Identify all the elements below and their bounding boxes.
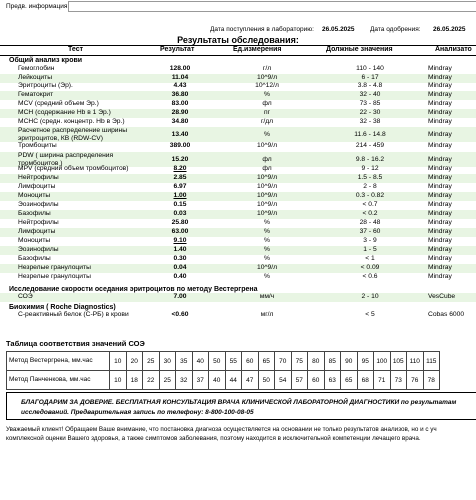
test-name: Гематокрит [18, 91, 54, 98]
test-name: MPV (средний объем тромбоцитов) [18, 165, 129, 172]
test-name: Нейтрофилы [18, 174, 59, 181]
test-unit: 10^9/л [256, 174, 278, 181]
test-unit: фл [262, 100, 272, 107]
test-norm: 32 - 40 [359, 91, 381, 98]
soe-cell: 20 [126, 352, 143, 371]
soe-cell: 80 [308, 352, 325, 371]
test-result: 83.00 [171, 100, 189, 107]
test-unit: фл [262, 165, 272, 172]
test-unit: г/л [262, 65, 272, 72]
table-row [0, 228, 476, 237]
test-unit: 10^9/л [256, 183, 278, 190]
test-result: 0.30 [173, 255, 187, 262]
soe-cell: 115 [423, 352, 440, 371]
table-row [0, 183, 476, 192]
test-result: 28.90 [171, 109, 189, 116]
table-header [0, 45, 476, 56]
approved-label: Дата одобрения: [370, 26, 421, 33]
soe-cell: 55 [225, 352, 242, 371]
soe-table-title: Таблица соответствия значений СОЭ [6, 339, 145, 348]
table-row [0, 192, 476, 201]
soe-row2-label: Метод Панченкова, мм.час [7, 371, 110, 390]
soe-cell: 25 [159, 371, 176, 390]
col-norm: Должные значения [326, 46, 393, 53]
received-date: 26.05.2025 [322, 26, 355, 33]
soe-cell: 76 [407, 371, 424, 390]
test-analyzer: Mindray [428, 264, 452, 271]
test-norm: 2 - 10 [361, 293, 379, 300]
test-analyzer: Cobas 6000 [428, 311, 465, 318]
test-result: 34.80 [171, 118, 189, 125]
soe-cell: 60 [308, 371, 325, 390]
test-unit: 10^9/л [256, 201, 278, 208]
test-norm: 32 - 38 [359, 118, 381, 125]
soe-cell: 63 [324, 371, 341, 390]
soe-cell: 35 [176, 352, 193, 371]
test-result: 11.04 [171, 74, 189, 81]
table-row [0, 201, 476, 210]
table-row [0, 65, 476, 74]
test-norm: 9 - 12 [361, 165, 379, 172]
soe-table [6, 351, 440, 390]
section-bio: Биохимия ( Roche Diagnostics) [9, 304, 116, 311]
test-norm: < 0.7 [362, 201, 378, 208]
soe-cell: 22 [143, 371, 160, 390]
test-result: 4.43 [173, 82, 187, 89]
test-name: Эозинофилы [18, 246, 59, 253]
soe-cell: 47 [242, 371, 259, 390]
soe-cell: 90 [341, 352, 358, 371]
test-result: 2.85 [173, 174, 187, 181]
section-esr: Исследование скорости оседания эритроцитов по методу Вестергрена [9, 286, 258, 293]
table-row [0, 127, 476, 142]
test-unit: % [264, 219, 270, 226]
section-cbc: Общий анализ крови [9, 57, 83, 64]
soe-cell: 57 [291, 371, 308, 390]
test-norm: 3 - 9 [363, 237, 377, 244]
col-analyzer: Анализато [435, 46, 472, 53]
soe-cell: 37 [192, 371, 209, 390]
test-norm: 214 - 459 [355, 142, 385, 149]
test-norm: < 1 [365, 255, 375, 262]
test-unit: % [264, 273, 270, 280]
test-result: 0.40 [173, 273, 187, 280]
table-row [0, 91, 476, 100]
footer-disclaimer: Уважаемый клиент! Обращаем Ваше внимание, что постановка диагноза осуществляется на основании не только результатов анализов, но и с уч комплексной оценки Вашего здоровья, а также симптомов заболевания, поэтому находится в исключительной компетенции лечащего врача. [6, 426, 437, 442]
test-name: Эритроциты (Эр). [18, 82, 73, 89]
test-norm: 3.8 - 4.8 [357, 82, 383, 89]
test-norm: 73 - 85 [359, 100, 381, 107]
test-analyzer: Mindray [428, 131, 452, 138]
table-row [0, 174, 476, 183]
test-result: 15.20 [171, 156, 189, 163]
test-result: 0.03 [173, 210, 187, 217]
table-row [0, 210, 476, 219]
table-row [0, 237, 476, 246]
test-analyzer: Mindray [428, 174, 452, 181]
test-result: 63.00 [171, 228, 189, 235]
test-norm: 6 - 17 [361, 74, 379, 81]
test-name: Нейтрофилы [18, 219, 59, 226]
test-name: MCV (средний объем Эр.) [18, 100, 99, 107]
soe-cell: 71 [374, 371, 391, 390]
test-analyzer: Mindray [428, 142, 452, 149]
test-analyzer: Mindray [428, 74, 452, 81]
table-row [0, 273, 476, 282]
soe-cell: 25 [143, 352, 160, 371]
test-result: 389.00 [169, 142, 191, 149]
test-result: 1.40 [173, 246, 187, 253]
test-unit: % [264, 228, 270, 235]
soe-cell: 50 [209, 352, 226, 371]
test-analyzer: Mindray [428, 246, 452, 253]
soe-cell: 10 [110, 352, 127, 371]
table-row [0, 293, 476, 302]
test-name: Эозинофилы [18, 201, 59, 208]
test-result: 6.97 [173, 183, 187, 190]
table-row [0, 109, 476, 118]
test-unit: фл [262, 156, 272, 163]
test-name: Моноциты [18, 237, 51, 244]
test-analyzer: Mindray [428, 201, 452, 208]
test-unit: 10^9/л [256, 210, 278, 217]
test-analyzer: Mindray [428, 228, 452, 235]
soe-cell: 18 [126, 371, 143, 390]
soe-cell: 40 [209, 371, 226, 390]
test-analyzer: Mindray [428, 219, 452, 226]
test-norm: 37 - 60 [359, 228, 381, 235]
soe-cell: 40 [192, 352, 209, 371]
test-unit: г/дл [260, 118, 274, 125]
test-unit: 10^12/л [255, 82, 279, 89]
test-norm: 1.5 - 8.5 [357, 174, 383, 181]
test-name: СОЭ [18, 293, 33, 300]
soe-cell: 65 [341, 371, 358, 390]
test-unit: % [264, 131, 270, 138]
test-unit: мг/л [260, 311, 274, 318]
test-analyzer: Mindray [428, 273, 452, 280]
soe-cell: 54 [275, 371, 292, 390]
col-result: Результат [160, 46, 195, 53]
test-result: 0.15 [173, 201, 187, 208]
test-norm: < 5 [365, 311, 375, 318]
test-unit: % [264, 255, 270, 262]
soe-cell: 60 [242, 352, 259, 371]
soe-cell: 73 [390, 371, 407, 390]
test-name: Лимфоциты [18, 228, 56, 235]
table-row [0, 82, 476, 91]
test-norm: 28 - 48 [359, 219, 381, 226]
table-row [0, 142, 476, 151]
test-name: Незрелые гранулоциты [18, 264, 91, 271]
test-norm: 11.6 - 14.8 [354, 131, 386, 138]
soe-cell: 50 [258, 371, 275, 390]
test-norm: < 0.09 [360, 264, 380, 271]
test-name: PDW ( ширина распределения тромбоцитов ) [18, 152, 114, 167]
test-name: Тромбоциты [18, 142, 57, 149]
test-result: <0.60 [171, 311, 189, 318]
test-norm: 110 - 140 [356, 65, 384, 72]
test-norm: 0.3 - 0.82 [355, 192, 385, 199]
approved-date: 26.05.2025 [433, 26, 466, 33]
test-result: 1.00 [173, 192, 187, 199]
test-unit: 10^9/л [256, 74, 278, 81]
consultation-notice: БЛАГОДАРИМ ЗА ДОВЕРИЕ. БЕСПЛАТНАЯ КОНСУЛЬТАЦИЯ ВРАЧА КЛИНИЧЕСКОЙ ЛАБОРАТОРНОЙ ДИАГНОСТИКИ по результатам исследований. Предварительная запись по телефону: 8-800-100-08-05 [6, 392, 476, 420]
soe-cell: 10 [110, 371, 127, 390]
test-norm: 2 - 8 [363, 183, 377, 190]
test-unit: 10^9/л [256, 192, 278, 199]
test-analyzer: Mindray [428, 192, 452, 199]
test-name: Базофилы [18, 210, 51, 217]
test-analyzer: VesCube [428, 293, 456, 300]
test-name: Расчетное распределение ширины эритроцитов, КВ (RDW-CV) [18, 127, 128, 142]
table-row [0, 264, 476, 273]
test-unit: 10^9/л [256, 142, 278, 149]
received-label: Дата поступления в лабораторию: [210, 26, 314, 33]
col-unit: Ед.измерения [233, 46, 282, 53]
pre-info-label: Предв. информация: [6, 3, 70, 10]
col-test: Тест [68, 46, 84, 53]
table-row [0, 255, 476, 264]
soe-cell: 68 [357, 371, 374, 390]
test-result: 36.80 [171, 91, 189, 98]
soe-cell: 78 [423, 371, 440, 390]
table-row [0, 118, 476, 127]
table-row [0, 311, 476, 320]
test-result: 0.04 [173, 264, 187, 271]
test-name: Лейкоциты [18, 74, 52, 81]
test-unit: % [264, 246, 270, 253]
soe-cell: 105 [390, 352, 407, 371]
test-name: Незрелые гранулоциты [18, 273, 91, 280]
test-result: 128.00 [169, 65, 191, 72]
test-unit: % [264, 91, 270, 98]
soe-cell: 65 [258, 352, 275, 371]
soe-cell: 110 [407, 352, 424, 371]
test-name: Гемоглобин [18, 65, 55, 72]
test-unit: 10^9/л [256, 264, 278, 271]
page-title: Результаты обследования: [177, 35, 299, 45]
test-name: Лимфоциты [18, 183, 56, 190]
soe-cell: 85 [324, 352, 341, 371]
test-name: Моноциты [18, 192, 51, 199]
test-result: 8.20 [173, 165, 187, 172]
test-result: 7.00 [173, 293, 187, 300]
soe-cell: 75 [291, 352, 308, 371]
soe-cell: 44 [225, 371, 242, 390]
test-analyzer: Mindray [428, 183, 452, 190]
test-norm: 1 - 5 [363, 246, 377, 253]
test-result: 9.10 [173, 237, 187, 244]
pre-info-field[interactable] [68, 1, 476, 12]
test-name: С-реактивный белок (С-РБ) в крови [18, 311, 129, 318]
test-result: 13.40 [171, 131, 189, 138]
soe-row1-label: Метод Вестергрена, мм.час [7, 352, 110, 371]
test-analyzer: Mindray [428, 237, 452, 244]
test-norm: < 0.2 [362, 210, 378, 217]
test-analyzer: Mindray [428, 118, 452, 125]
test-analyzer: Mindray [428, 100, 452, 107]
test-norm: < 0.6 [362, 273, 378, 280]
test-name: MCH (содержание Hb в 1 Эр.) [18, 109, 111, 116]
test-norm: 22 - 30 [359, 109, 381, 116]
test-analyzer: Mindray [428, 156, 452, 163]
test-analyzer: Mindray [428, 65, 452, 72]
soe-cell: 100 [374, 352, 391, 371]
table-row [0, 219, 476, 228]
test-analyzer: Mindray [428, 91, 452, 98]
table-row [0, 246, 476, 255]
test-name: MCHC (средн. концентр. Hb в Эр.) [18, 118, 125, 125]
test-unit: % [264, 237, 270, 244]
test-name: Базофилы [18, 255, 51, 262]
test-unit: пг [263, 109, 271, 116]
test-unit: мм/ч [259, 293, 275, 300]
soe-cell: 30 [159, 352, 176, 371]
test-norm: 9.8 - 16.2 [355, 156, 385, 163]
test-analyzer: Mindray [428, 255, 452, 262]
soe-cell: 70 [275, 352, 292, 371]
test-analyzer: Mindray [428, 109, 452, 116]
test-analyzer: Mindray [428, 165, 452, 172]
table-row [0, 100, 476, 109]
table-row [0, 165, 476, 174]
test-analyzer: Mindray [428, 210, 452, 217]
test-analyzer: Mindray [428, 82, 452, 89]
test-result: 25.80 [171, 219, 189, 226]
soe-cell: 95 [357, 352, 374, 371]
soe-cell: 32 [176, 371, 193, 390]
